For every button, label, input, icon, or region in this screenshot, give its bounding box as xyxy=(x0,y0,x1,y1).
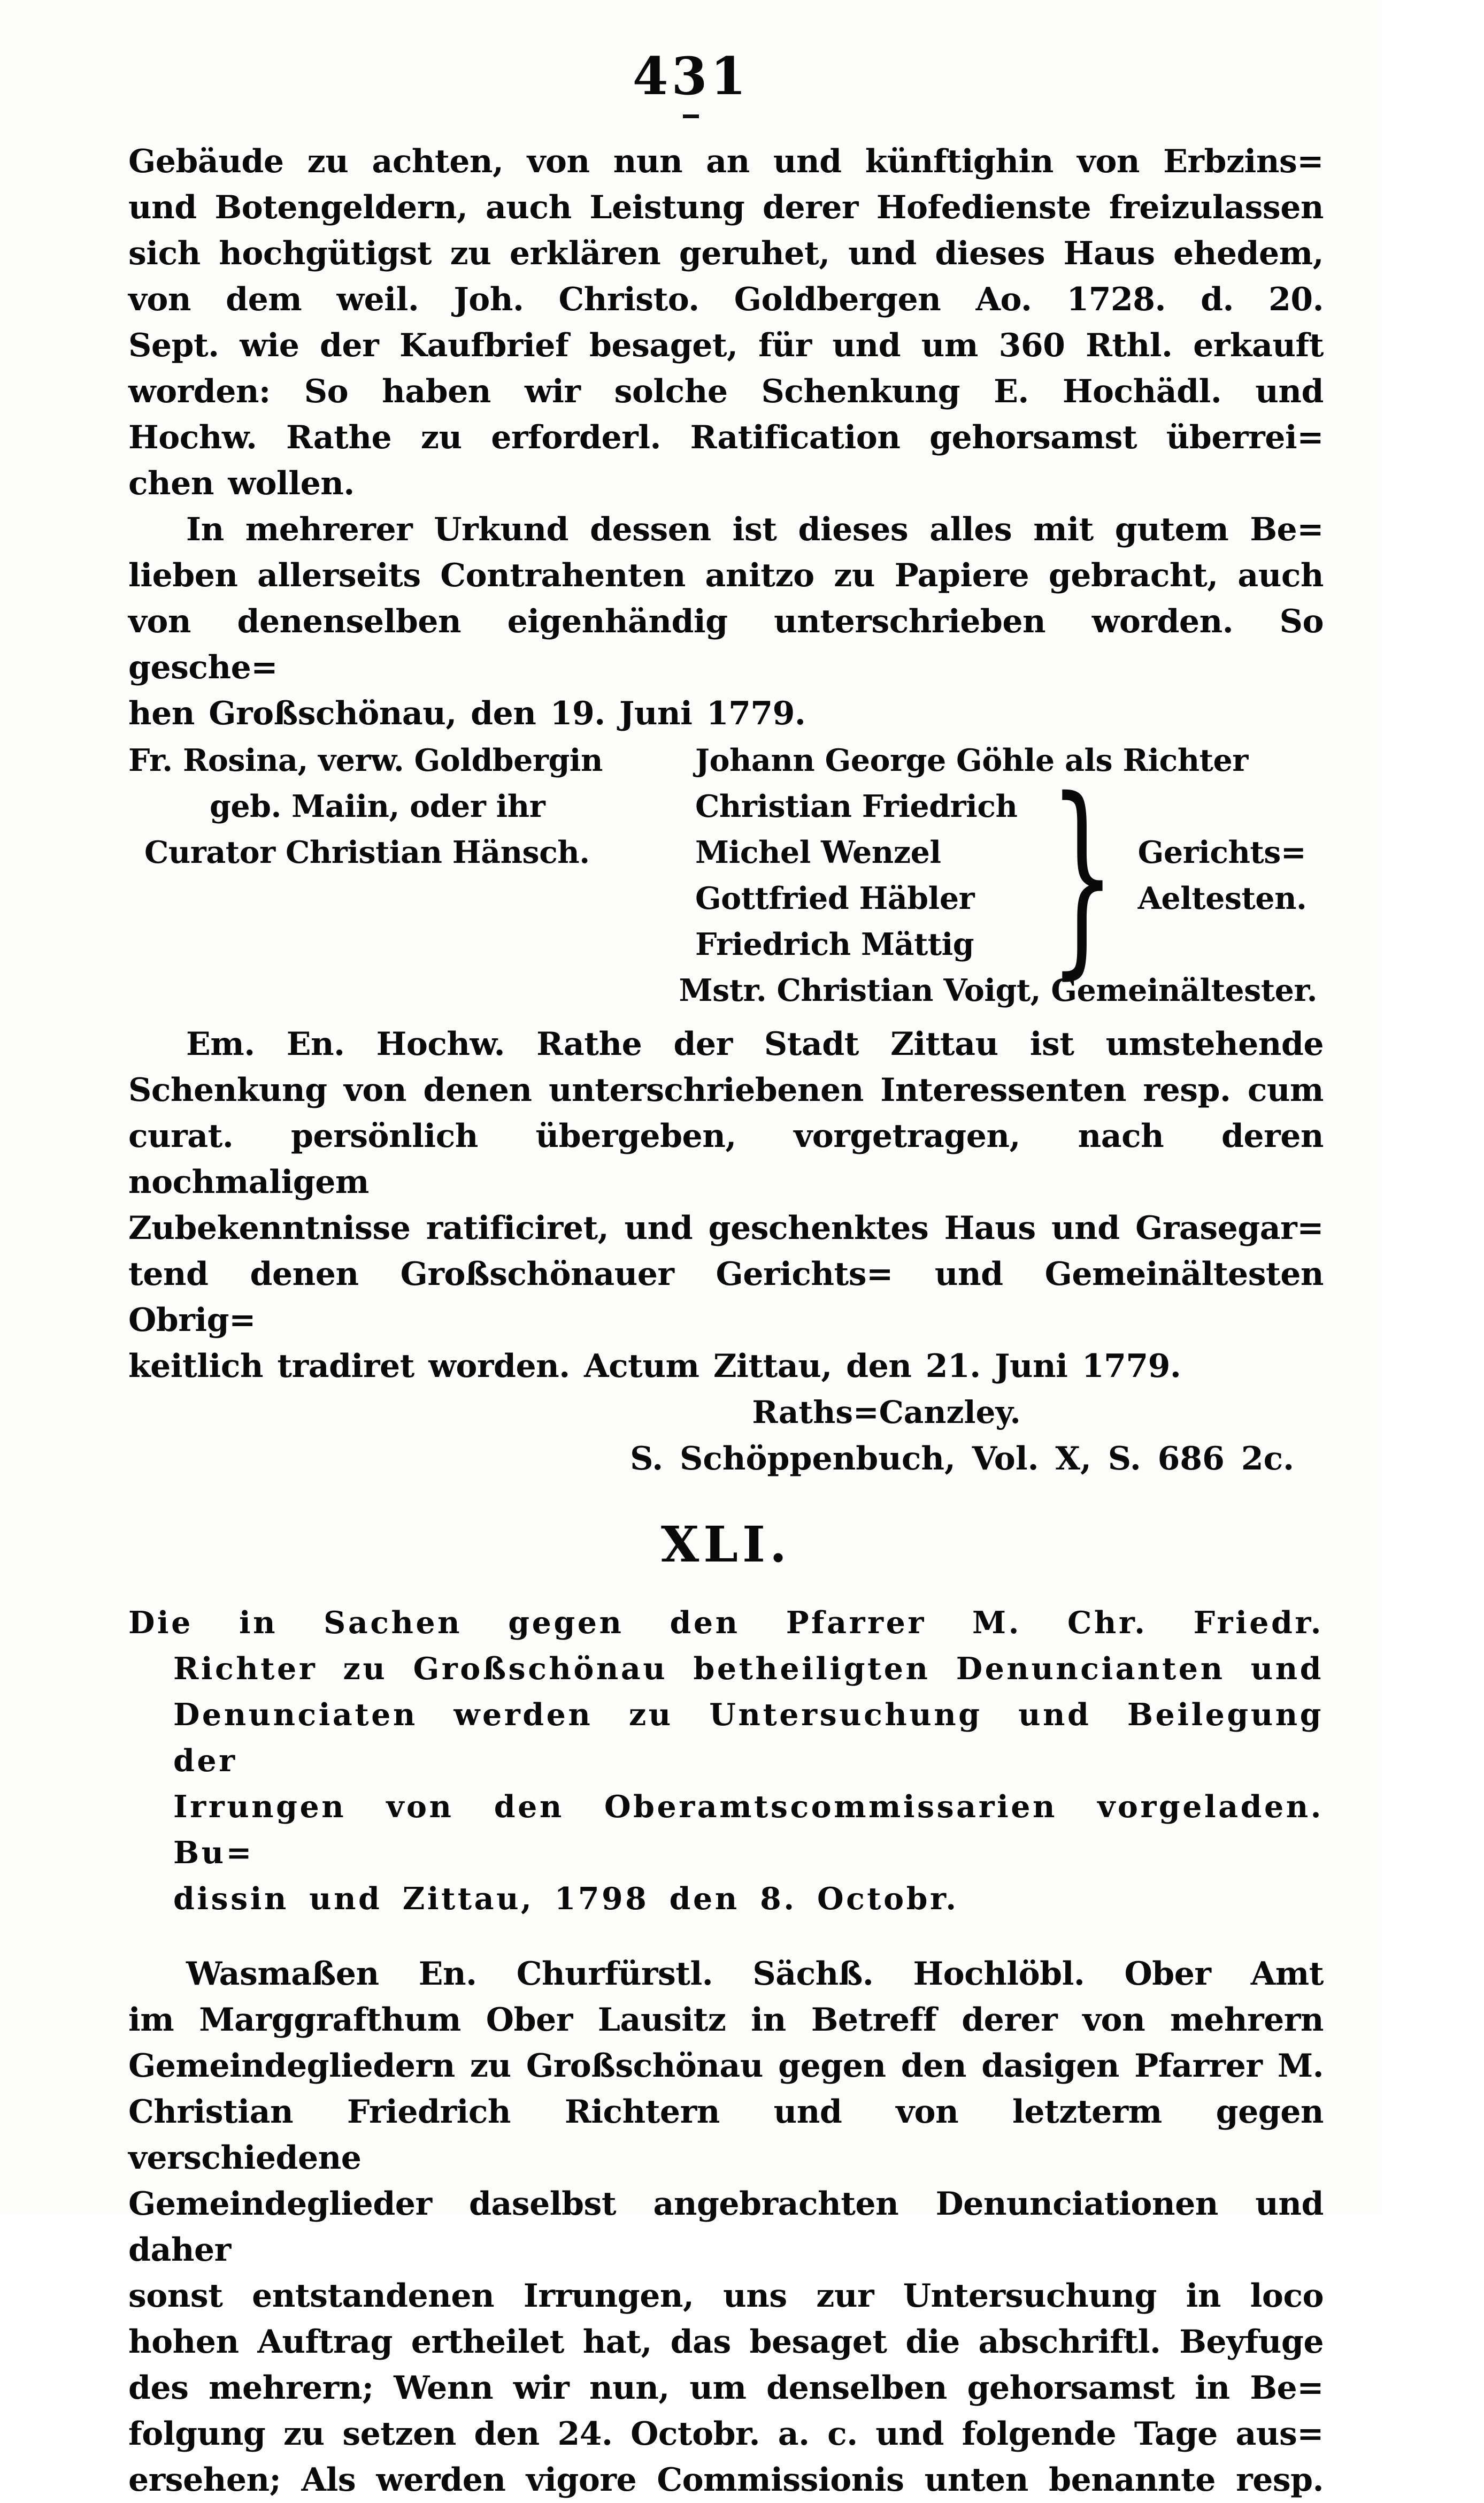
signature-richter: Johann George Göhle als Richter xyxy=(695,743,1248,778)
text-line: ersehen; Als werden vigore Commissionis unten benannte resp. xyxy=(128,2461,1324,2499)
text-line: von denenselben eigenhändig unterschrieben worden. So gesche= xyxy=(128,603,1324,686)
text-line: Gottfried Häbler xyxy=(695,881,975,916)
paragraph-deed-closing xyxy=(128,139,1324,507)
text-line: sonst entstandenen Irrungen, uns zur Untersuchung in loco xyxy=(128,2277,1324,2315)
raths-canzley-line: Raths=Canzley. xyxy=(752,1394,1021,1430)
signature-elders-label xyxy=(1133,830,1307,922)
text-line: Richter zu Großschönau betheiligten Denuncianten und xyxy=(173,1651,1324,1687)
text-line: Gebäude zu achten, von nun an und künftighin von Erbzins= xyxy=(128,143,1324,180)
paragraph-xli-summary xyxy=(128,1600,1324,1922)
text-line: des mehrern; Wenn wir nun, um denselben gehorsamst in Be= xyxy=(128,2369,1324,2407)
text-line: geb. Maiin, oder ihr xyxy=(210,789,545,824)
text-line: curat. persönlich übergeben, vorgetragen, nach deren nochmaligem xyxy=(128,1117,1324,1201)
text-line: Christian Friedrich Richtern und von letzterm gegen verschiedene xyxy=(128,2093,1324,2177)
text-line: Wasmaßen En. Churfürstl. Sächß. Hochlöbl. Ober Amt xyxy=(186,1955,1324,1993)
section-heading-xli: XLI. xyxy=(660,1515,791,1573)
text-line: hohen Auftrag ertheilet hat, das besaget die abschriftl. Beyfuge xyxy=(128,2323,1324,2361)
text-line: im Marggrafthum Ober Lausitz in Betreff derer von mehrern xyxy=(128,2001,1324,2039)
text-line: Aeltesten. xyxy=(1137,881,1307,916)
text-line: sich hochgütigst zu erklären geruhet, und dieses Haus ehedem, xyxy=(128,235,1324,272)
paragraph-attestation xyxy=(128,507,1324,737)
text-line: Denunciaten werden zu Untersuchung und Beilegung der xyxy=(173,1697,1324,1779)
text-line: und Botengeldern, auch Leistung derer Hofedienste freizulassen xyxy=(128,189,1324,226)
source-reference-line: S. Schöppenbuch, Vol. X, S. 686 2c. xyxy=(630,1440,1294,1478)
text-line: Gemeindeglieder daselbst angebrachten Denunciationen und daher xyxy=(128,2185,1324,2269)
text-line: Sept. wie der Kaufbrief besaget, für und um 360 Rthl. erkauft xyxy=(128,327,1324,364)
text-line: In mehrerer Urkund dessen ist dieses alles mit gutem Be= xyxy=(186,511,1324,548)
text-line: Fr. Rosina, verw. Goldbergin xyxy=(128,743,603,778)
paragraph-ratification xyxy=(128,1021,1324,1389)
brace-glyph: } xyxy=(1049,754,1116,997)
text-line: von dem weil. Joh. Christo. Goldbergen Ao. 1728. d. 20. xyxy=(128,281,1324,318)
text-line: Em. En. Hochw. Rathe der Stadt Zittau ist umstehende xyxy=(186,1025,1324,1063)
text-block xyxy=(128,139,1324,2503)
signature-gemeinaeltester: Mstr. Christian Voigt, Gemeinältester. xyxy=(679,973,1317,1008)
text-line: hen Großschönau, den 19. Juni 1779. xyxy=(128,695,806,732)
text-line: Gerichts= xyxy=(1137,835,1306,870)
text-line: worden: So haben wir solche Schenkung E. Hochädl. und xyxy=(128,373,1324,410)
page-number-underline xyxy=(683,114,699,118)
text-line: Schenkung von denen unterschriebenen Interessenten resp. cum xyxy=(128,1071,1324,1109)
text-line: Irrungen von den Oberamtscommissarien vorgeladen. Bu= xyxy=(173,1789,1324,1871)
text-line: dissin und Zittau, 1798 den 8. Octobr. xyxy=(173,1881,959,1917)
text-line: Michel Wenzel xyxy=(695,835,941,870)
text-line: Friedrich Mättig xyxy=(695,927,974,962)
signature-elder-names xyxy=(695,784,1037,968)
text-line: lieben allerseits Contrahenten anitzo zu Papiere gebracht, auch xyxy=(128,557,1324,594)
signature-left-column xyxy=(128,738,695,968)
paragraph-xli-body xyxy=(128,1951,1324,2503)
text-line: folgung zu setzen den 24. Octobr. a. c. und folgende Tage aus= xyxy=(128,2415,1324,2453)
text-line: tend denen Großschönauer Gerichts= und Gemeinältesten Obrig= xyxy=(128,1256,1324,1339)
text-line: Christian Friedrich xyxy=(695,789,1018,824)
text-line: Zubekenntnisse ratificiret, und geschenktes Haus und Grasegar= xyxy=(128,1210,1324,1247)
text-line: keitlich tradiret worden. Actum Zittau, den 21. Juni 1779. xyxy=(128,1348,1181,1385)
text-line: Gemeindegliedern zu Großschönau gegen den dasigen Pfarrer M. xyxy=(128,2047,1324,2085)
text-line: Hochw. Rathe zu erforderl. Ratification gehorsamst überrei= xyxy=(128,419,1324,456)
text-line: Die in Sachen gegen den Pfarrer M. Chr. Friedr. xyxy=(128,1605,1324,1641)
text-line: chen wollen. xyxy=(128,465,355,502)
text-line: Curator Christian Hänsch. xyxy=(144,835,590,870)
page-number: 431 xyxy=(632,46,750,106)
